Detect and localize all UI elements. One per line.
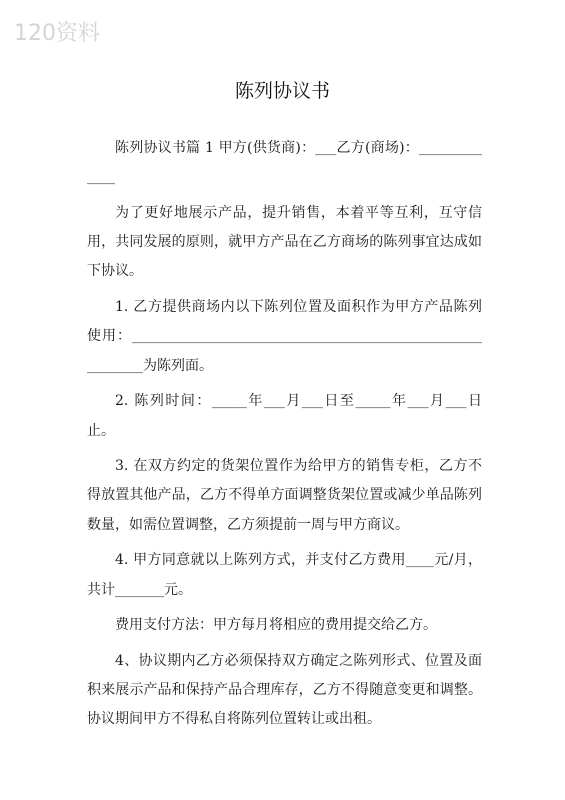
paragraph-clause-1: 1. 乙方提供商场内以下陈列位置及面积作为甲方产品陈列使用：__________________________________________________________为陈列面。 [87, 299, 482, 374]
paragraph-clause-2: 2. 陈列时间：_____年___月___日至_____年___月___日止。 [87, 393, 482, 439]
paragraph-purpose: 为了更好地展示产品，提升销售，本着平等互利，互守信用，共同发展的原则，就甲方产品在乙方商场的陈列事宜达成如下协议。 [87, 204, 482, 280]
watermark-logo: 120资料 [14, 21, 100, 46]
paragraph-clause-4: 4. 甲方同意就以上陈列方式，并支付乙方费用____元/月，共计_______元。 [87, 552, 482, 598]
paragraph-intro: 陈列协议书篇 1 甲方(供货商)：___乙方(商场)：_____________ [87, 140, 482, 186]
paragraph-clause-3: 3. 在双方约定的货架位置作为给甲方的销售专柜，乙方不得放置其他产品，乙方不得单方面调整货架位置或减少单品陈列数量，如需位置调整，乙方须提前一周与甲方商议。 [87, 458, 482, 533]
paragraph-clause-4b: 4、协议期内乙方必须保持双方确定之陈列形式、位置及面积来展示产品和保持产品合理库存，乙方不得随意变更和调整。协议期间甲方不得私自将陈列位置转让或出租。 [87, 652, 482, 728]
document-title: 陈列协议书 [234, 80, 330, 102]
document-body [87, 134, 482, 741]
paragraph-payment: 费用支付方法：甲方每月将相应的费用提交给乙方。 [115, 617, 437, 634]
